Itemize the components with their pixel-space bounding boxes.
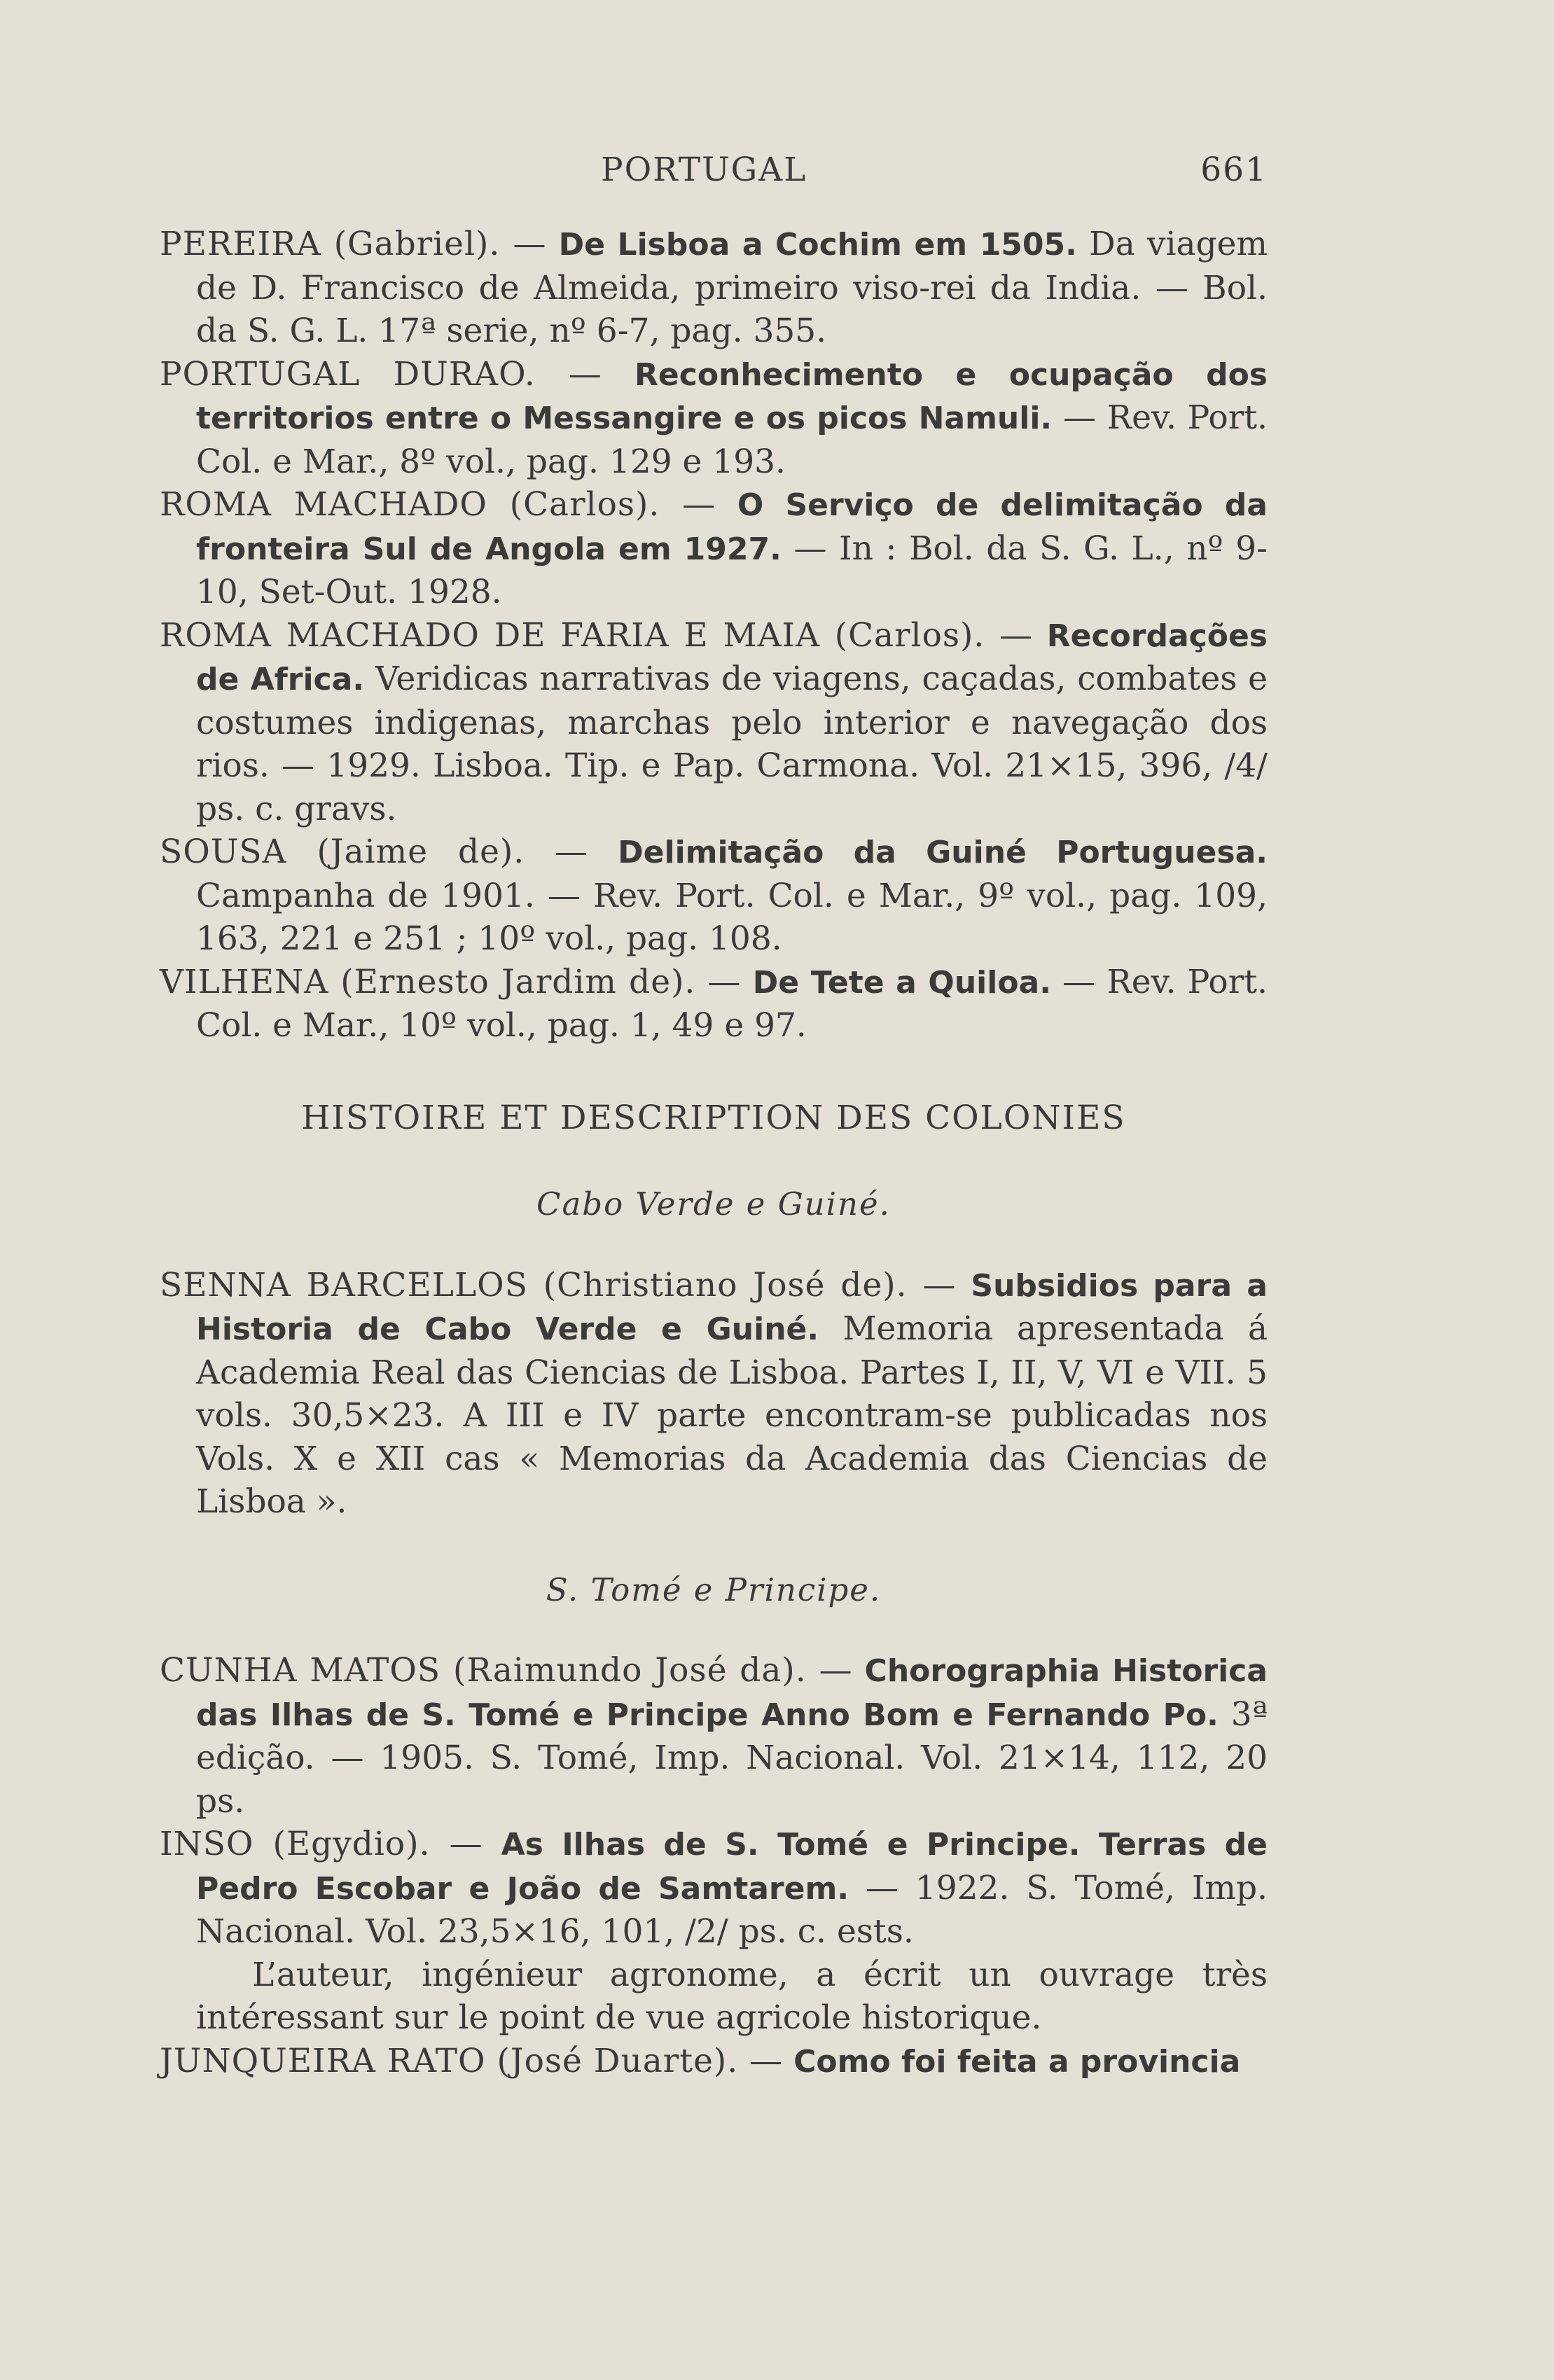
entry-title: Reconhecimento e ocupação dos territorios entre o Messangire e os picos Namuli. [196, 356, 1268, 436]
entry-note: L’auteur, ingénieur agronome, a écrit un ouvrage très intéressant sur le point de vue agricole historique. [196, 1955, 1268, 2037]
entry-details: Veridicas narrativas de viagens, caçadas, combates e costumes indigenas, marchas pelo interior e navegação dos rios. — 1929. Lisboa. Tip. e Pap. Carmona. Vol. 21×15, 396, /4/ ps. c. gravs. [196, 660, 1268, 828]
entry-title: Recordações de Africa. [196, 618, 1268, 697]
entry-details: — 1922. S. Tomé, Imp. Nacional. Vol. 23,5×16, 101, /2/ ps. c. ests. [196, 1868, 1268, 1951]
entry-details: 3ª edição. — 1905. S. Tomé, Imp. Nacional. Vol. 21×14, 112, 20 ps. [196, 1694, 1268, 1821]
entry-author: VILHENA (Ernesto Jardim de). — [160, 962, 742, 1001]
entry-details: — In : Bol. da S. G. L., nº 9-10, Set-Out. 1928. [196, 529, 1268, 611]
entry-author: JUNQUEIRA RATO (José Duarte). — [160, 2041, 784, 2080]
bibliography-entry [160, 961, 1268, 1048]
entry-title: De Lisboa a Cochim em 1505. [558, 227, 1077, 263]
entry-author: ROMA MACHADO (Carlos). — [160, 485, 716, 524]
bibliography-entry [160, 223, 1268, 353]
bibliography-entry [160, 614, 1268, 831]
bibliography-entry [160, 353, 1268, 484]
entry-title: Subsidios para a Historia de Cabo Verde e Guiné. [196, 1267, 1268, 1347]
running-title: PORTUGAL [601, 151, 807, 189]
bibliography-entry [160, 1823, 1268, 1954]
subsection-heading: S. Tomé e Principe. [546, 1571, 882, 1608]
entry-title: De Tete a Quiloa. [752, 964, 1051, 1001]
entry-details: Campanha de 1901. — Rev. Port. Col. e Mar., 9º vol., pag. 109, 163, 221 e 251 ; 10º vol., pag. 108. [196, 876, 1268, 958]
entry-title: As Ilhas de S. Tomé e Principe. Terras de Pedro Escobar e João de Samtarem. [196, 1827, 1268, 1907]
entry-author: SOUSA (Jaime de). — [160, 833, 589, 871]
entry-details: — Rev. Port. Col. e Mar., 8º vol., pag. 129 e 193. [196, 398, 1268, 481]
bibliography-entry [160, 2040, 1268, 2084]
page-number: 661 [1200, 151, 1268, 189]
entry-author: PORTUGAL DURAO. — [160, 354, 602, 394]
entry-author: ROMA MACHADO DE FARIA E MAIA (Carlos). — [160, 615, 1033, 655]
entry-title: Delimitação da Guiné Portuguesa. [618, 835, 1268, 870]
bibliography-entry [160, 1649, 1268, 1823]
entry-author: PEREIRA (Gabriel). — [160, 225, 547, 263]
entry-title: Como foi feita a provincia [793, 2043, 1241, 2080]
bibliography-entry [160, 830, 1268, 961]
running-header [160, 151, 1268, 193]
bibliography-entry [160, 1264, 1268, 1524]
entry-author: SENNA BARCELLOS (Christiano José de). — [160, 1265, 957, 1304]
entry-details: Da viagem de D. Francisco de Almeida, primeiro viso-rei da India. — Bol. da S. G. L. 17ª serie, nº 6-7, pag. 355. [196, 225, 1268, 350]
entry-author: INSO (Egydio). — [160, 1825, 483, 1863]
section-heading: HISTOIRE ET DESCRIPTION DES COLONIES [301, 1098, 1126, 1137]
entry-details: — Rev. Port. Col. e Mar., 10º vol., pag. 1, 49 e 97. [196, 962, 1268, 1045]
entry-author: CUNHA MATOS (Raimundo José da). — [160, 1651, 853, 1690]
subsection-heading: Cabo Verde e Guiné. [536, 1185, 891, 1223]
entry-details: Memoria apresentada á Academia Real das Ciencias de Lisboa. Partes I, II, V, VI e VII. 5 vols. 30,5×23. A III e IV parte encontram-se publicadas nos Vols. X e XII cas « Memorias da Academia das Ciencias de Lisboa ». [196, 1309, 1268, 1521]
entry-title: O Serviço de delimitação da fronteira Sul de Angola em 1927. [196, 487, 1268, 567]
bibliography-entry [160, 483, 1268, 614]
page-body [160, 223, 1268, 2083]
entry-title: Chorographia Historica das Ilhas de S. Tomé e Principe Anno Bom e Fernando Po. [196, 1653, 1268, 1733]
